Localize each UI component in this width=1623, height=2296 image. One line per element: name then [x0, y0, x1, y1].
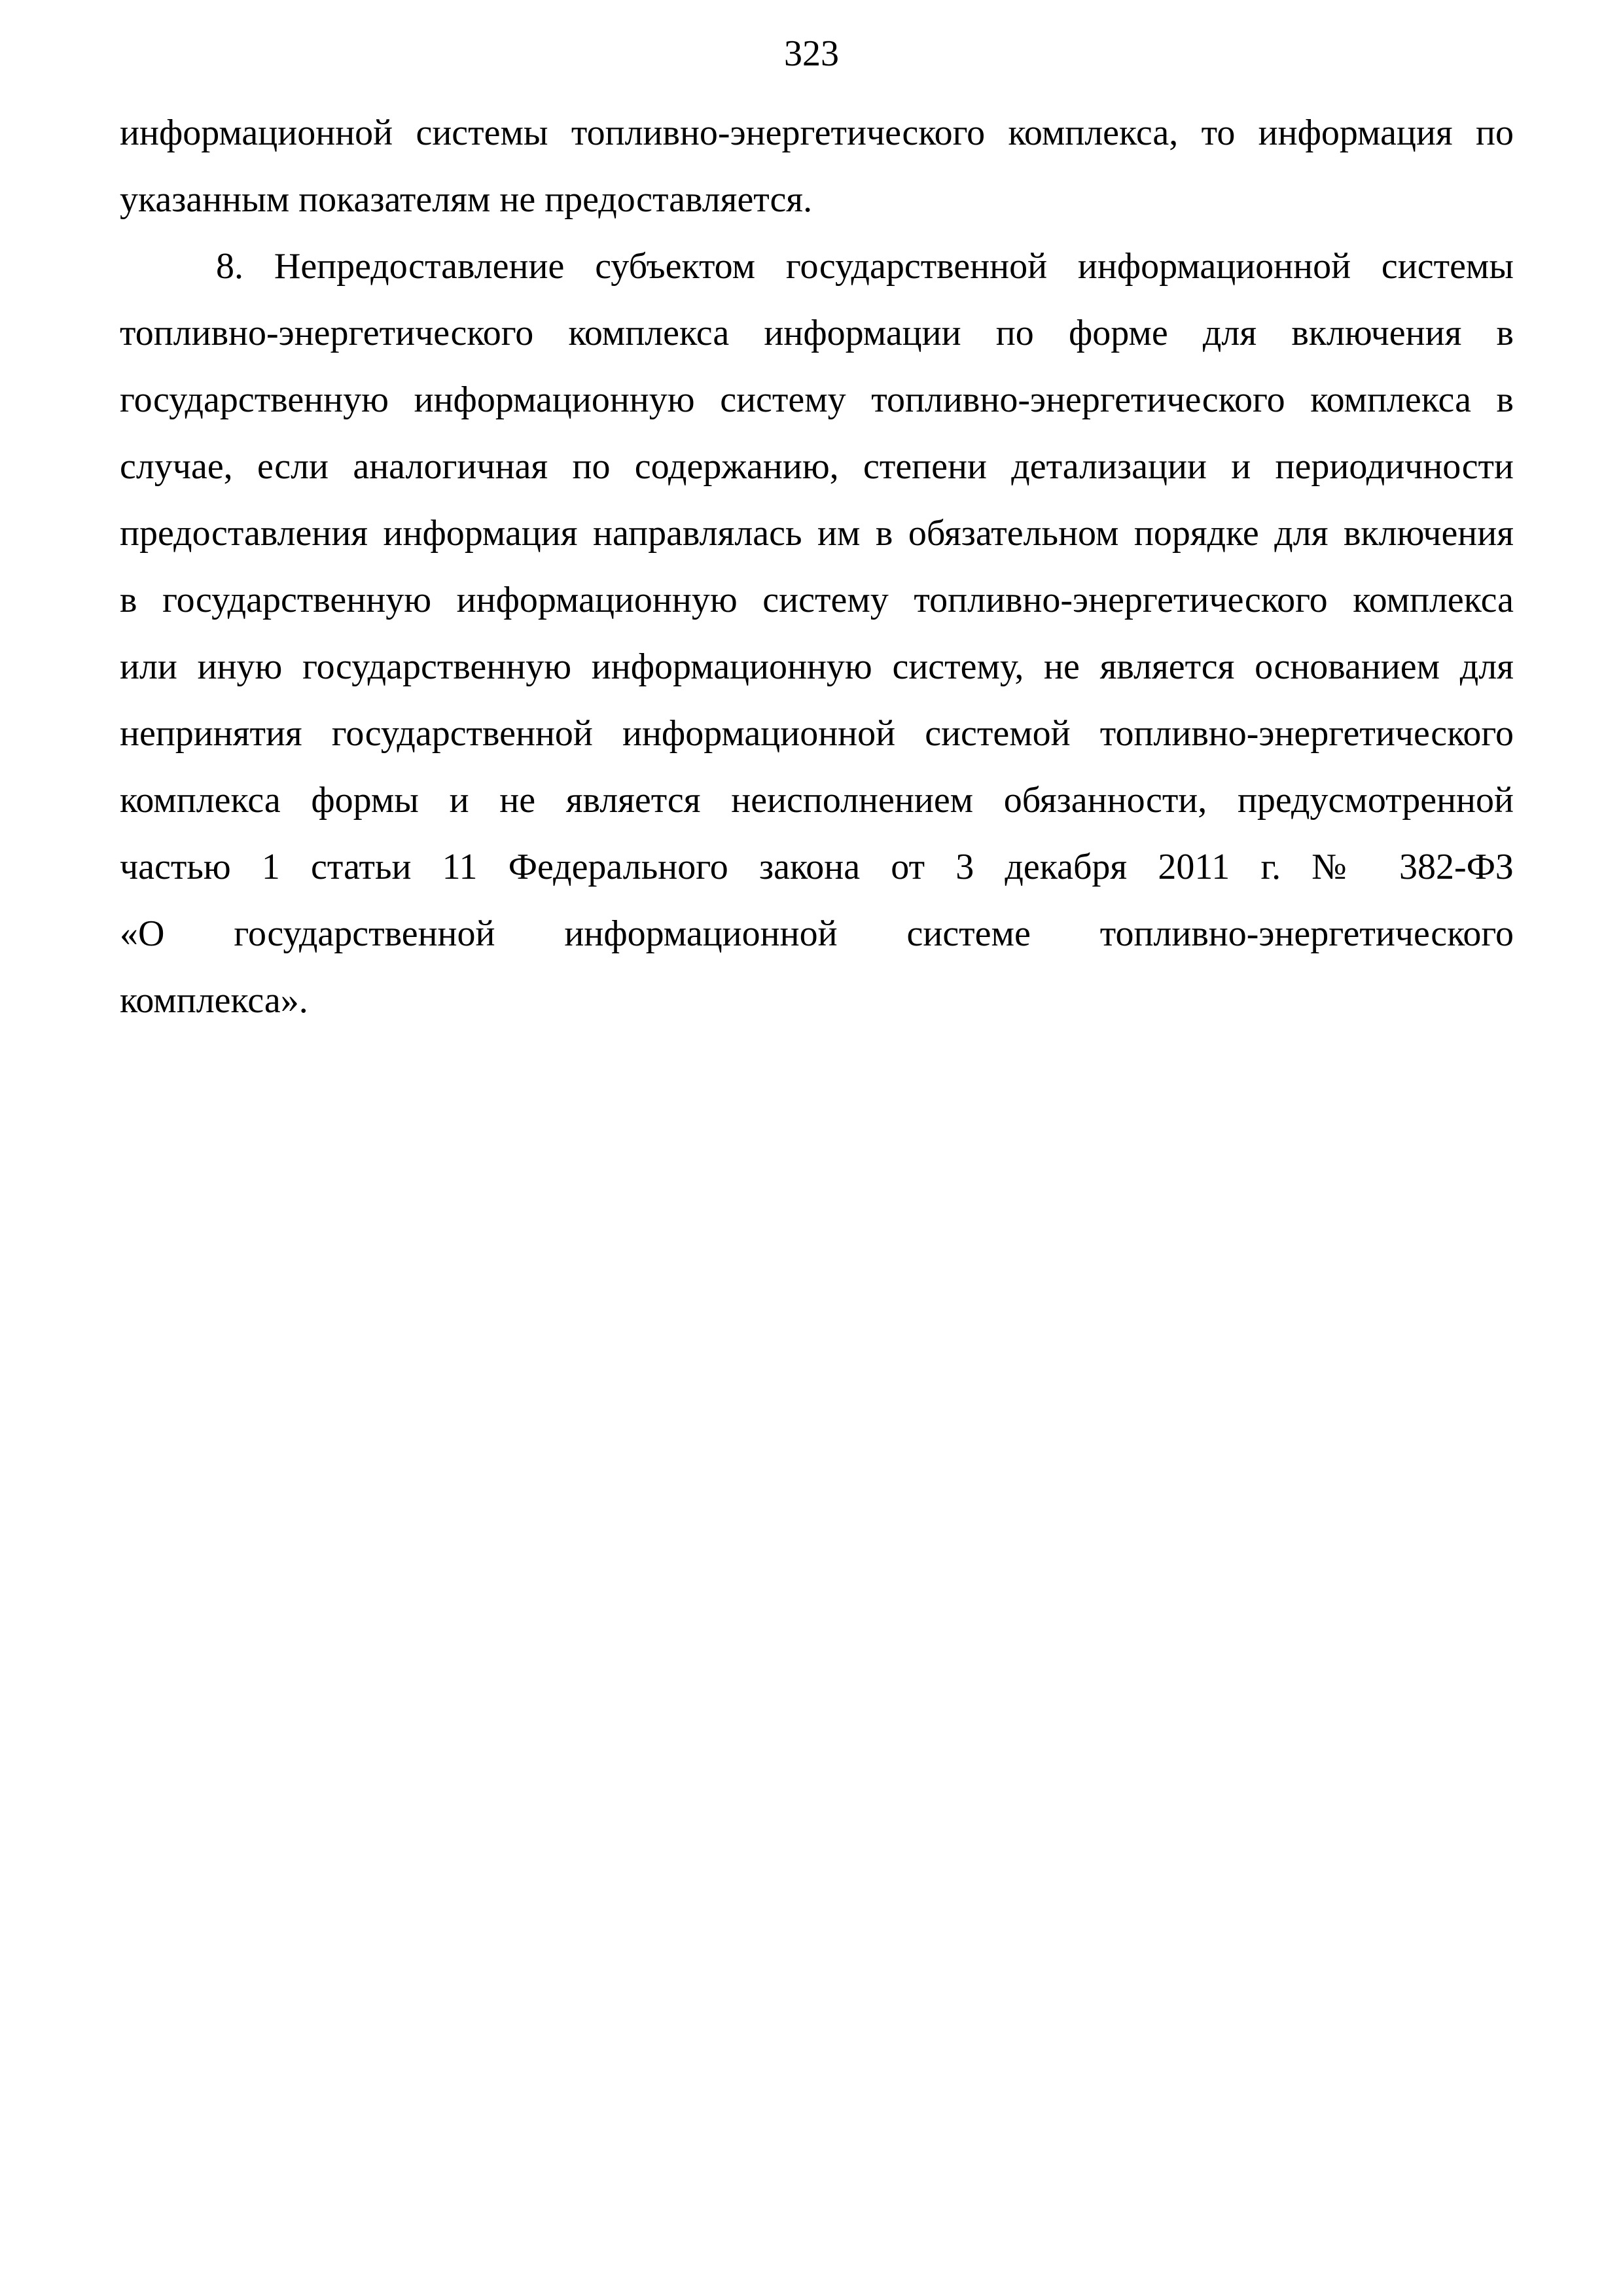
text-line: «О государственной информационной системе топливно-энергетического	[120, 913, 1514, 954]
document-body	[120, 99, 1514, 1034]
text-line: информационной системы топливно-энергетического комплекса, то информация по	[120, 113, 1514, 153]
page-number: 323	[784, 33, 839, 74]
text-line: частью 1 статьи 11 Федерального закона от 3 декабря 2011 г. № 382-ФЗ	[120, 847, 1514, 887]
text-line: указанным показателям не предоставляется.	[120, 179, 813, 220]
text-line: государственную информационную систему топливно-энергетического комплекса в	[120, 380, 1514, 420]
text-line: в государственную информационную систему топливно-энергетического комплекса	[120, 580, 1514, 620]
text-line: или иную государственную информационную систему, не является основанием для	[120, 646, 1514, 687]
paragraph-8-first-line: 8. Непредоставление субъектом государственной информационной системы	[216, 246, 1514, 287]
text-line: топливно-энергетического комплекса информации по форме для включения в	[120, 313, 1514, 353]
text-line: случае, если аналогичная по содержанию, степени детализации и периодичности	[120, 446, 1514, 487]
text-line: комплекса формы и не является неисполнением обязанности, предусмотренной	[120, 780, 1514, 821]
text-line: предоставления информация направлялась им в обязательном порядке для включения	[120, 513, 1514, 554]
text-line: комплекса».	[120, 980, 308, 1021]
text-line: непринятия государственной информационной системой топливно-энергетического	[120, 713, 1514, 754]
